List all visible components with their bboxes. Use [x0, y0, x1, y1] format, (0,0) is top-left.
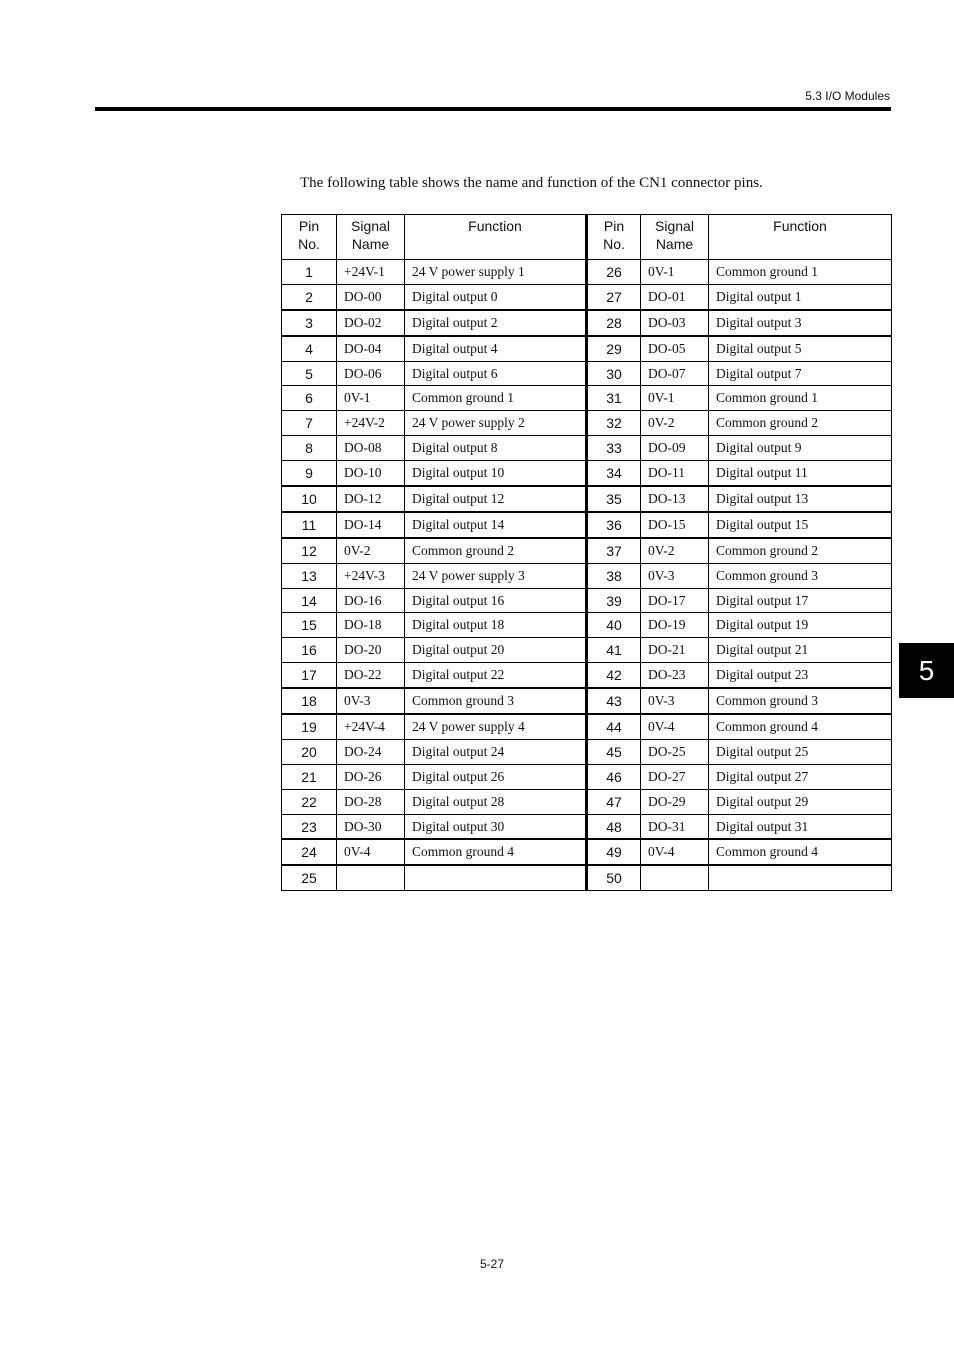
function-cell: Digital output 12 [405, 486, 587, 512]
table-row [282, 839, 892, 865]
table-row [282, 714, 892, 739]
signal-name-cell: +24V-1 [337, 260, 405, 285]
signal-name-cell: DO-06 [337, 361, 405, 386]
table-row [282, 613, 892, 638]
pin-number-cell: 13 [282, 563, 337, 588]
pin-number-cell: 41 [587, 638, 641, 663]
function-cell: Digital output 8 [405, 436, 587, 461]
pin-number-cell: 14 [282, 588, 337, 613]
function-cell: Digital output 4 [405, 336, 587, 361]
function-cell: Digital output 24 [405, 739, 587, 764]
pin-number-cell: 37 [587, 538, 641, 563]
signal-name-cell: DO-03 [641, 310, 709, 336]
signal-name-cell: DO-22 [337, 663, 405, 688]
function-cell: Digital output 19 [709, 613, 892, 638]
table-row [282, 563, 892, 588]
table-row [282, 588, 892, 613]
table-row [282, 865, 892, 890]
table-row [282, 512, 892, 538]
page-number: 5-27 [479, 1257, 505, 1271]
function-cell: Digital output 26 [405, 764, 587, 789]
pin-number-cell: 1 [282, 260, 337, 285]
header-pin-no-left: Pin No. [282, 215, 337, 260]
function-cell: Digital output 15 [709, 512, 892, 538]
signal-name-cell: DO-12 [337, 486, 405, 512]
signal-name-cell: DO-00 [337, 284, 405, 309]
function-cell: Digital output 27 [709, 764, 892, 789]
pin-number-cell: 9 [282, 461, 337, 486]
signal-name-cell: 0V-4 [641, 839, 709, 865]
table-row [282, 814, 892, 839]
table-row [282, 284, 892, 309]
signal-name-cell: 0V-4 [641, 714, 709, 739]
pin-number-cell: 47 [587, 789, 641, 814]
pin-number-cell: 20 [282, 739, 337, 764]
function-cell [709, 865, 892, 890]
pin-number-cell: 26 [587, 260, 641, 285]
function-cell: Digital output 0 [405, 284, 587, 309]
function-cell: Common ground 1 [709, 386, 892, 411]
function-cell: Digital output 23 [709, 663, 892, 688]
function-cell: Common ground 2 [709, 538, 892, 563]
pin-number-cell: 5 [282, 361, 337, 386]
table-row [282, 638, 892, 663]
pin-number-cell: 8 [282, 436, 337, 461]
function-cell: Digital output 18 [405, 613, 587, 638]
pin-number-cell: 12 [282, 538, 337, 563]
signal-name-cell: DO-19 [641, 613, 709, 638]
pin-number-cell: 33 [587, 436, 641, 461]
pin-number-cell: 45 [587, 739, 641, 764]
signal-name-cell: DO-07 [641, 361, 709, 386]
pin-number-cell: 25 [282, 865, 337, 890]
signal-name-cell: DO-20 [337, 638, 405, 663]
table-row [282, 411, 892, 436]
table-row [282, 336, 892, 361]
pin-number-cell: 48 [587, 814, 641, 839]
table-row [282, 764, 892, 789]
pin-number-cell: 44 [587, 714, 641, 739]
pin-number-cell: 49 [587, 839, 641, 865]
pin-number-cell: 30 [587, 361, 641, 386]
intro-paragraph: The following table shows the name and function of the CN1 connector pins. [300, 175, 763, 191]
pin-number-cell: 16 [282, 638, 337, 663]
signal-name-cell [641, 865, 709, 890]
pin-number-cell: 7 [282, 411, 337, 436]
pin-number-cell: 2 [282, 284, 337, 309]
pin-number-cell: 40 [587, 613, 641, 638]
table-row [282, 461, 892, 486]
signal-name-cell: 0V-3 [641, 563, 709, 588]
signal-name-cell: 0V-1 [337, 386, 405, 411]
signal-name-cell: DO-08 [337, 436, 405, 461]
signal-name-cell: DO-28 [337, 789, 405, 814]
function-cell: Common ground 1 [709, 260, 892, 285]
signal-name-cell: DO-17 [641, 588, 709, 613]
header-function-left: Function [405, 215, 587, 260]
signal-name-cell: DO-10 [337, 461, 405, 486]
signal-name-cell: 0V-1 [641, 260, 709, 285]
function-cell: Digital output 9 [709, 436, 892, 461]
header-signal-name-right: Signal Name [641, 215, 709, 260]
function-cell: Common ground 4 [709, 714, 892, 739]
function-cell: Digital output 1 [709, 284, 892, 309]
pin-number-cell: 15 [282, 613, 337, 638]
function-cell: Digital output 16 [405, 588, 587, 613]
function-cell: Digital output 10 [405, 461, 587, 486]
function-cell: Digital output 13 [709, 486, 892, 512]
signal-name-cell: +24V-2 [337, 411, 405, 436]
signal-name-cell: 0V-3 [337, 688, 405, 714]
signal-name-cell: DO-26 [337, 764, 405, 789]
function-cell: 24 V power supply 4 [405, 714, 587, 739]
signal-name-cell: DO-11 [641, 461, 709, 486]
signal-name-cell: DO-18 [337, 613, 405, 638]
signal-name-cell: DO-01 [641, 284, 709, 309]
pin-number-cell: 34 [587, 461, 641, 486]
signal-name-cell: 0V-2 [641, 538, 709, 563]
function-cell: Common ground 3 [405, 688, 587, 714]
function-cell: Common ground 3 [709, 563, 892, 588]
table-row [282, 688, 892, 714]
header-pin-no-right: Pin No. [587, 215, 641, 260]
pin-number-cell: 21 [282, 764, 337, 789]
signal-name-cell: DO-15 [641, 512, 709, 538]
function-cell: Digital output 6 [405, 361, 587, 386]
pin-number-cell: 10 [282, 486, 337, 512]
signal-name-cell: DO-29 [641, 789, 709, 814]
section-header: 5.3 I/O Modules [805, 89, 890, 103]
signal-name-cell: DO-16 [337, 588, 405, 613]
function-cell: Digital output 21 [709, 638, 892, 663]
table-row [282, 789, 892, 814]
signal-name-cell: DO-31 [641, 814, 709, 839]
signal-name-cell: DO-02 [337, 310, 405, 336]
signal-name-cell: +24V-3 [337, 563, 405, 588]
signal-name-cell: DO-09 [641, 436, 709, 461]
function-cell: Digital output 2 [405, 310, 587, 336]
signal-name-cell: DO-05 [641, 336, 709, 361]
table-row [282, 260, 892, 285]
table-header-row [282, 215, 892, 260]
pin-number-cell: 6 [282, 386, 337, 411]
pin-number-cell: 43 [587, 688, 641, 714]
signal-name-cell: 0V-1 [641, 386, 709, 411]
signal-name-cell: 0V-3 [641, 688, 709, 714]
function-cell: Digital output 11 [709, 461, 892, 486]
signal-name-cell: DO-13 [641, 486, 709, 512]
pin-number-cell: 23 [282, 814, 337, 839]
pin-number-cell: 46 [587, 764, 641, 789]
function-cell: Digital output 30 [405, 814, 587, 839]
signal-name-cell: DO-30 [337, 814, 405, 839]
function-cell: Common ground 3 [709, 688, 892, 714]
table-row [282, 386, 892, 411]
signal-name-cell: +24V-4 [337, 714, 405, 739]
pin-number-cell: 18 [282, 688, 337, 714]
function-cell: Digital output 31 [709, 814, 892, 839]
pin-number-cell: 11 [282, 512, 337, 538]
function-cell: Common ground 4 [709, 839, 892, 865]
function-cell [405, 865, 587, 890]
pin-number-cell: 50 [587, 865, 641, 890]
pin-number-cell: 42 [587, 663, 641, 688]
signal-name-cell: DO-04 [337, 336, 405, 361]
pin-number-cell: 36 [587, 512, 641, 538]
pin-number-cell: 24 [282, 839, 337, 865]
pin-number-cell: 31 [587, 386, 641, 411]
function-cell: Digital output 29 [709, 789, 892, 814]
signal-name-cell: DO-25 [641, 739, 709, 764]
pin-number-cell: 38 [587, 563, 641, 588]
pin-number-cell: 4 [282, 336, 337, 361]
header-function-right: Function [709, 215, 892, 260]
signal-name-cell: DO-23 [641, 663, 709, 688]
function-cell: 24 V power supply 1 [405, 260, 587, 285]
header-rule [95, 107, 891, 111]
signal-name-cell [337, 865, 405, 890]
pin-number-cell: 17 [282, 663, 337, 688]
pin-number-cell: 28 [587, 310, 641, 336]
cn1-pin-table [281, 214, 892, 891]
pin-number-cell: 19 [282, 714, 337, 739]
function-cell: Common ground 4 [405, 839, 587, 865]
signal-name-cell: 0V-2 [337, 538, 405, 563]
function-cell: Digital output 7 [709, 361, 892, 386]
table-row [282, 310, 892, 336]
function-cell: Common ground 1 [405, 386, 587, 411]
table-row [282, 486, 892, 512]
table-row [282, 361, 892, 386]
signal-name-cell: 0V-4 [337, 839, 405, 865]
function-cell: Digital output 14 [405, 512, 587, 538]
function-cell: Digital output 25 [709, 739, 892, 764]
table-row [282, 739, 892, 764]
signal-name-cell: 0V-2 [641, 411, 709, 436]
function-cell: 24 V power supply 3 [405, 563, 587, 588]
function-cell: 24 V power supply 2 [405, 411, 587, 436]
table-row [282, 663, 892, 688]
pin-number-cell: 32 [587, 411, 641, 436]
signal-name-cell: DO-21 [641, 638, 709, 663]
pin-number-cell: 3 [282, 310, 337, 336]
signal-name-cell: DO-14 [337, 512, 405, 538]
function-cell: Digital output 3 [709, 310, 892, 336]
pin-number-cell: 29 [587, 336, 641, 361]
chapter-tab: 5 [899, 643, 954, 698]
table-row [282, 436, 892, 461]
function-cell: Common ground 2 [405, 538, 587, 563]
signal-name-cell: DO-27 [641, 764, 709, 789]
pin-number-cell: 22 [282, 789, 337, 814]
signal-name-cell: DO-24 [337, 739, 405, 764]
function-cell: Digital output 28 [405, 789, 587, 814]
function-cell: Common ground 2 [709, 411, 892, 436]
table-row [282, 538, 892, 563]
function-cell: Digital output 17 [709, 588, 892, 613]
function-cell: Digital output 5 [709, 336, 892, 361]
pin-number-cell: 39 [587, 588, 641, 613]
pin-number-cell: 35 [587, 486, 641, 512]
function-cell: Digital output 22 [405, 663, 587, 688]
header-signal-name-left: Signal Name [337, 215, 405, 260]
function-cell: Digital output 20 [405, 638, 587, 663]
pin-number-cell: 27 [587, 284, 641, 309]
